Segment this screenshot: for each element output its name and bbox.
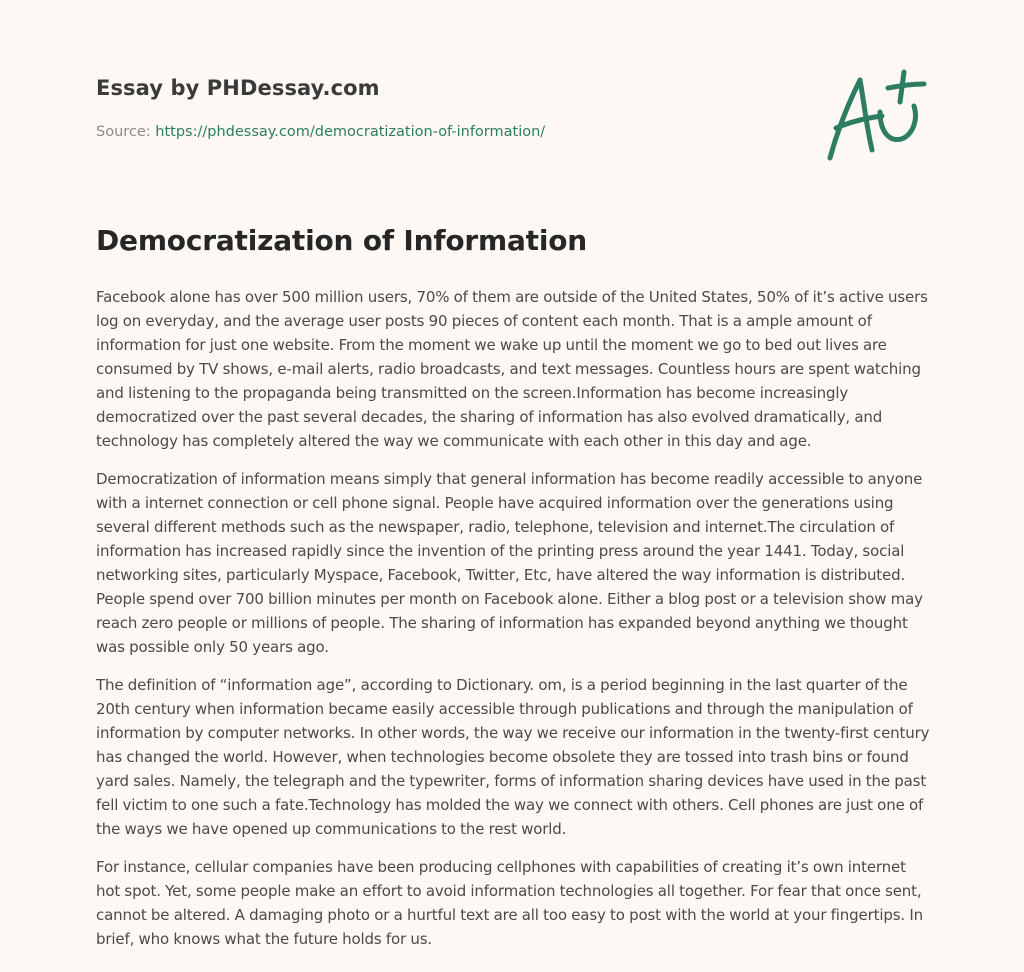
source-link[interactable]: https://phdessay.com/democratization-of-information/ — [155, 124, 546, 140]
essay-paragraph: For instance, cellular companies have been producing cellphones with capabilities of creating it’s own internet hot spot. Yet, some people make an effort to avoid information technologies all together. For fear that once sent, cannot be altered. A damaging photo or a hurtful text are all too easy to post with the world at your fingertips. In brief, who knows what the future holds for us. — [96, 858, 923, 948]
essay-body — [96, 285, 930, 965]
page-header — [96, 76, 796, 140]
essay-paragraph: Democratization of information means simply that general information has become readily accessible to anyone with a internet connection or cell phone signal. People have acquired information over the generations using several different methods such as the newspaper, radio, telephone, television and internet.The circulation of information has increased rapidly since the invention of the printing press around the year 1441. Today, social networking sites, particularly Myspace, Facebook, Twitter, Etc, have altered the way information is distributed. People spend over 700 billion minutes per month on Facebook alone. Either a blog post or a television show may reach zero people or millions of people. The sharing of information has expanded beyond anything we thought was possible only 50 years ago. — [96, 470, 923, 656]
source-label: Source: — [96, 124, 151, 140]
essay-paragraph: The definition of “information age”, according to Dictionary. om, is a period beginning in the last quarter of the 20th century when information became easily accessible through publications and through the manipulation of information by computer networks. In other words, the way we receive our information in the twenty-first century has changed the world. However, when technologies become obsolete they are tossed into trash bins or found yard sales. Namely, the telegraph and the typewriter, forms of information sharing devices have used in the past fell victim to one such a fate.Technology has molded the way we connect with others. Cell phones are just one of the ways we have opened up communications to the rest world. — [96, 676, 930, 838]
essay-paragraph: Facebook alone has over 500 million users, 70% of them are outside of the United States, 50% of it’s active users log on everyday, and the average user posts 90 pieces of content each month. That is a ample amount of information for just one website. From the moment we wake up until the moment we go to bed out lives are consumed by TV shows, e-mail alerts, radio broadcasts, and text messages. Countless hours are spent watching and listening to the propaganda being transmitted on the screen.Information has become increasingly democratized over the past several decades, the sharing of information has also evolved dramatically, and technology has completely altered the way we communicate with each other in this day and age. — [96, 288, 928, 450]
source-line — [96, 124, 796, 140]
a-plus-grade-icon — [820, 66, 930, 166]
site-title: Essay by PHDessay.com — [96, 76, 380, 100]
essay-title: Democratization of Information — [96, 224, 587, 257]
